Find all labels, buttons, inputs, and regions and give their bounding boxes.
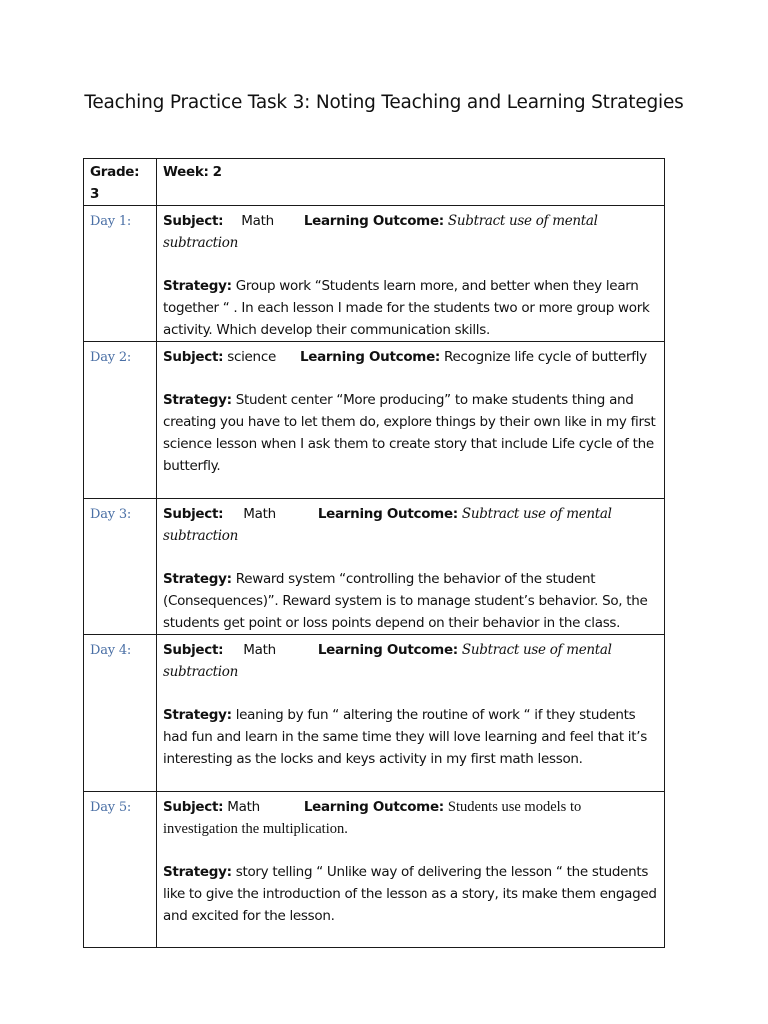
subject-value: Math <box>227 799 260 815</box>
strategy-table <box>83 158 665 948</box>
subject-label: Subject: <box>163 642 224 658</box>
table-row <box>84 499 665 635</box>
week-cell <box>157 159 665 206</box>
strategy-label: Strategy: <box>163 571 232 587</box>
strategy-label: Strategy: <box>163 392 232 408</box>
strategy-text: leaning by fun “ altering the routine of work “ if they students had fun and learn in the same time they will love learning and feel that it’s interesting as the locks and keys activity in my first math lesson. <box>163 707 647 767</box>
outcome-label: Learning Outcome: <box>317 642 458 658</box>
outcome-value: Recognize life cycle of butterfly <box>444 349 647 365</box>
grade-cell <box>84 159 157 206</box>
day-label: Day 5: <box>90 800 132 815</box>
strategy-text: Group work “Students learn more, and better when they learn together “ . In each lesson I made for the students two or more group work activity. Which develop their communication skills. <box>163 278 650 338</box>
table-row <box>84 206 665 342</box>
grade-value: 3 <box>90 186 100 202</box>
outcome-label: Learning Outcome: <box>303 213 444 229</box>
subject-label: Subject: <box>163 506 224 522</box>
outcome-value: Subtract use of mental subtraction <box>163 506 612 544</box>
outcome-label: Learning Outcome: <box>317 506 458 522</box>
page-title: Teaching Practice Task 3: Noting Teaching and Learning Strategies <box>84 92 684 113</box>
table-row <box>84 792 665 948</box>
day-label: Day 4: <box>90 643 132 658</box>
outcome-label: Learning Outcome: <box>303 799 444 815</box>
outcome-value: Subtract use of mental subtraction <box>163 213 598 251</box>
table-row <box>84 342 665 499</box>
outcome-value: Students use models to investigation the multiplication. <box>163 799 582 837</box>
strategy-label: Strategy: <box>163 278 232 294</box>
week-value: 2 <box>212 164 222 180</box>
day-label: Day 1: <box>90 214 132 229</box>
outcome-label: Learning Outcome: <box>299 349 441 365</box>
strategy-text: story telling “ Unlike way of delivering the lesson “ the students like to give the introduction of the lesson as a story, its make them engaged and excited for the lesson. <box>163 864 657 924</box>
grade-label: Grade: <box>90 164 140 180</box>
day-label: Day 3: <box>90 507 132 522</box>
subject-value: science <box>227 349 276 365</box>
outcome-value: Subtract use of mental subtraction <box>163 642 612 680</box>
strategy-text: Student center “More producing” to make students thing and creating you have to let them do, explore things by their own like in my first science lesson when I ask them to create story that include Life cycle of the butterfly. <box>163 392 656 474</box>
subject-label: Subject: <box>163 799 224 815</box>
subject-value: Math <box>243 506 276 522</box>
subject-label: Subject: <box>163 213 224 229</box>
subject-label: Subject: <box>163 349 224 365</box>
table-row <box>84 635 665 792</box>
strategy-label: Strategy: <box>163 864 232 880</box>
subject-value: Math <box>241 213 274 229</box>
strategy-label: Strategy: <box>163 707 232 723</box>
table-header-row <box>84 159 665 206</box>
strategy-text: Reward system “controlling the behavior of the student (Consequences)”. Reward system is to manage student’s behavior. So, the students get point or loss points depend on their behavior in the class. <box>163 571 648 631</box>
day-label: Day 2: <box>90 350 132 365</box>
week-label: Week: <box>163 164 209 180</box>
subject-value: Math <box>243 642 276 658</box>
